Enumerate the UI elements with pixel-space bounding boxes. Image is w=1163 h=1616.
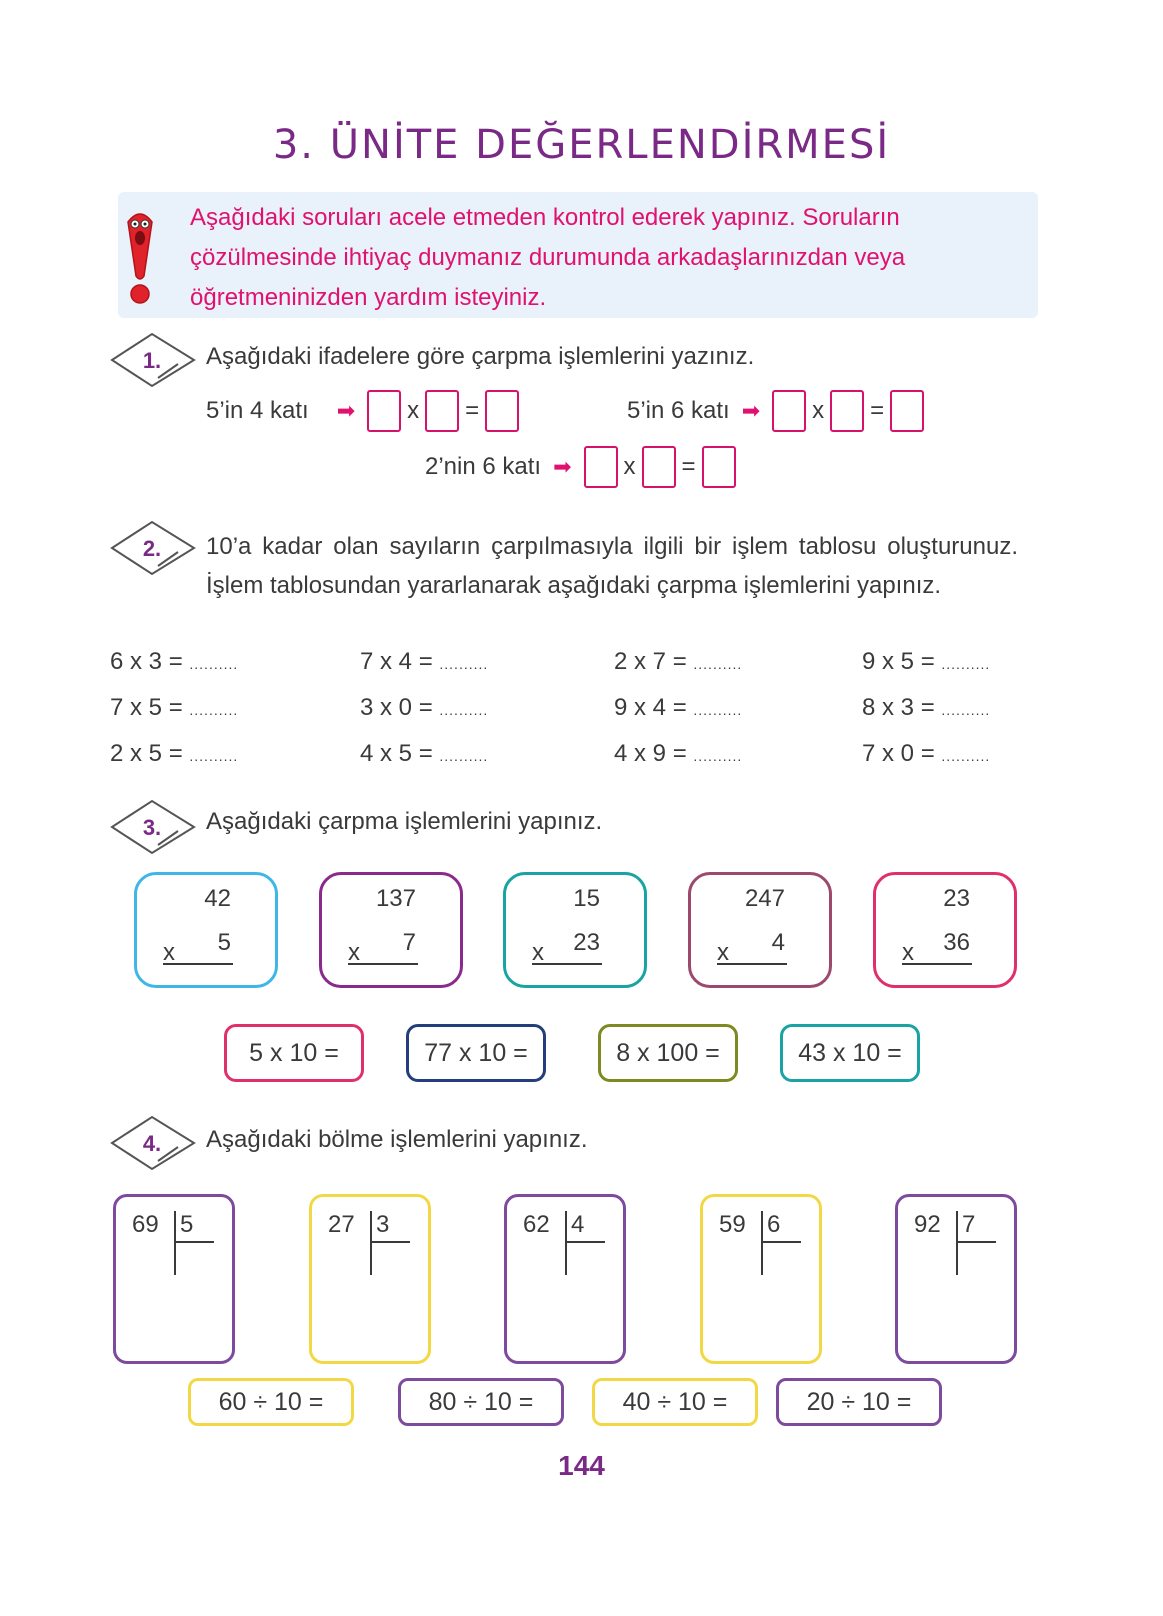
multiplication-expression: 2 x 5 = — [110, 740, 190, 767]
division-bar-vertical — [956, 1211, 958, 1275]
multiplication-item — [862, 740, 1030, 768]
q1-item-label: 2’nin 6 katı — [425, 453, 542, 480]
q1-item-label: 5’in 6 katı — [627, 397, 730, 424]
division-bar-vertical — [761, 1211, 763, 1275]
multiplication-pill[interactable] — [598, 1024, 738, 1082]
multiplication-item — [614, 648, 862, 676]
multiplication-expression: 7 x 5 = — [110, 694, 190, 721]
multiplier: 23 — [573, 929, 600, 956]
multiplication-item — [360, 648, 614, 676]
division-box[interactable] — [504, 1194, 626, 1364]
answer-blank[interactable]: .......... — [693, 748, 743, 764]
dividend: 62 — [523, 1211, 550, 1238]
multiplication-item — [862, 694, 1030, 722]
question-1-text: Aşağıdaki ifadelere göre çarpma işlemlerini yazınız. — [206, 343, 755, 370]
answer-box[interactable] — [584, 446, 618, 488]
equals-sign: = — [681, 453, 696, 480]
multiplication-expression: 6 x 3 = — [110, 648, 190, 675]
multiplication-expression: 9 x 5 = — [862, 648, 942, 675]
equals-sign: = — [870, 397, 885, 424]
sum-line — [902, 963, 972, 965]
answer-blank[interactable]: .......... — [941, 702, 991, 718]
multiplication-card[interactable] — [319, 872, 463, 988]
question-number: 2. — [142, 536, 162, 561]
question-badge-2 — [108, 518, 198, 578]
dividend: 59 — [719, 1211, 746, 1238]
question-number: 3. — [142, 815, 162, 840]
pill-label: 5 x 10 = — [249, 1038, 339, 1067]
question-4-text: Aşağıdaki bölme işlemlerini yapınız. — [206, 1126, 588, 1153]
division-bar-horizontal — [174, 1241, 214, 1243]
pill-label: 77 x 10 = — [424, 1038, 528, 1067]
times-sign: x — [407, 397, 420, 424]
dividend: 27 — [328, 1211, 355, 1238]
multiplication-expression: 7 x 0 = — [862, 740, 942, 767]
multiplicand: 247 — [744, 885, 785, 912]
sum-line — [348, 963, 418, 965]
answer-box[interactable] — [425, 390, 459, 432]
question-number: 1. — [142, 348, 162, 373]
multiply-sign: x — [717, 939, 729, 966]
exclamation-mascot-icon — [122, 204, 158, 304]
multiplicand: 15 — [573, 885, 600, 912]
division-box[interactable] — [113, 1194, 235, 1364]
question-3-text: Aşağıdaki çarpma işlemlerini yapınız. — [206, 808, 603, 835]
q1-row-1 — [206, 390, 519, 432]
division-bar-vertical — [174, 1211, 176, 1275]
answer-box[interactable] — [830, 390, 864, 432]
division-box[interactable] — [700, 1194, 822, 1364]
multiplication-expression: 9 x 4 = — [614, 694, 694, 721]
arrow-right-icon: ➡ — [336, 398, 356, 423]
multiplication-expression: 7 x 4 = — [360, 648, 440, 675]
division-bar-horizontal — [565, 1241, 605, 1243]
multiplication-item — [360, 694, 614, 722]
multiplication-card[interactable] — [503, 872, 647, 988]
answer-blank[interactable]: .......... — [189, 748, 239, 764]
multiply-sign: x — [532, 939, 544, 966]
multiplication-item — [110, 740, 360, 768]
divisor: 4 — [571, 1211, 585, 1238]
multiplication-item — [110, 648, 360, 676]
multiplication-card[interactable] — [688, 872, 832, 988]
multiplication-item — [614, 694, 862, 722]
times-sign: x — [623, 453, 636, 480]
answer-blank[interactable]: .......... — [189, 656, 239, 672]
division-pill[interactable] — [188, 1378, 354, 1426]
answer-blank[interactable]: .......... — [439, 656, 489, 672]
division-bar-horizontal — [370, 1241, 410, 1243]
multiplication-item — [862, 648, 1030, 676]
answer-blank[interactable]: .......... — [941, 656, 991, 672]
division-pill[interactable] — [592, 1378, 758, 1426]
multiplicand: 137 — [375, 885, 416, 912]
multiplication-item — [614, 740, 862, 768]
answer-blank[interactable]: .......... — [693, 702, 743, 718]
multiplication-expression: 4 x 5 = — [360, 740, 440, 767]
answer-box[interactable] — [772, 390, 806, 432]
sum-line — [163, 963, 233, 965]
pill-label: 43 x 10 = — [798, 1038, 902, 1067]
division-pill[interactable] — [398, 1378, 564, 1426]
page-number: 144 — [558, 1450, 605, 1481]
question-badge-4 — [108, 1113, 198, 1173]
pill-label: 40 ÷ 10 = — [622, 1387, 728, 1416]
multiplication-item — [110, 694, 360, 722]
multiply-sign: x — [348, 939, 360, 966]
answer-box[interactable] — [642, 446, 676, 488]
multiplication-expression: 3 x 0 = — [360, 694, 440, 721]
instructions-text: Aşağıdaki soruları acele etmeden kontrol ederek yapınız. Soruların çözülmesinde ihtiyaç duymanız durumunda arkadaşlarınızdan veya öğretmeninizden yardım isteyiniz. — [190, 204, 906, 311]
answer-box[interactable] — [890, 390, 924, 432]
multiply-sign: x — [163, 939, 175, 966]
question-badge-3 — [108, 797, 198, 857]
division-box[interactable] — [309, 1194, 431, 1364]
arrow-right-icon: ➡ — [741, 398, 761, 423]
multiplication-pill[interactable] — [406, 1024, 546, 1082]
division-pill[interactable] — [776, 1378, 942, 1426]
multiplication-card[interactable] — [134, 872, 278, 988]
multiplication-card[interactable] — [873, 872, 1017, 988]
multiplicand: 23 — [943, 885, 970, 912]
divisor: 6 — [767, 1211, 781, 1238]
answer-blank[interactable]: .......... — [189, 702, 239, 718]
multiplicand: 42 — [204, 885, 231, 912]
divisor: 7 — [962, 1211, 976, 1238]
dividend: 92 — [914, 1211, 941, 1238]
multiplier: 4 — [771, 929, 785, 956]
multiplication-pill[interactable] — [224, 1024, 364, 1082]
multiplication-expression: 2 x 7 = — [614, 648, 694, 675]
q2-grid — [110, 648, 1030, 768]
division-bar-horizontal — [956, 1241, 996, 1243]
division-box[interactable] — [895, 1194, 1017, 1364]
divisor: 3 — [376, 1211, 390, 1238]
multiplier: 36 — [943, 929, 970, 956]
divisor: 5 — [180, 1211, 194, 1238]
q1-item-label: 5’in 4 katı — [206, 397, 309, 424]
question-2-text: 10’a kadar olan sayıların çarpılmasıyla ilgili bir işlem tablosu oluşturunuz. İşlem tablosundan yararlanarak aşağıdaki çarpma işlemlerini yapınız. — [206, 533, 1018, 599]
answer-box[interactable] — [485, 390, 519, 432]
answer-blank[interactable]: .......... — [941, 748, 991, 764]
multiplier: 7 — [402, 929, 416, 956]
page-title: 3. ÜNİTE DEĞERLENDİRMESİ — [272, 122, 891, 168]
q1-row-2 — [627, 390, 924, 432]
question-number: 4. — [142, 1131, 162, 1156]
question-badge-1 — [108, 330, 198, 390]
pill-label: 8 x 100 = — [616, 1038, 720, 1067]
answer-blank[interactable]: .......... — [439, 748, 489, 764]
pill-label: 60 ÷ 10 = — [218, 1387, 324, 1416]
division-bar-vertical — [565, 1211, 567, 1275]
multiplication-expression: 4 x 9 = — [614, 740, 694, 767]
sum-line — [532, 963, 602, 965]
multiplication-item — [360, 740, 614, 768]
answer-box[interactable] — [367, 390, 401, 432]
pill-label: 80 ÷ 10 = — [428, 1387, 534, 1416]
equals-sign: = — [465, 397, 480, 424]
division-bar-horizontal — [761, 1241, 801, 1243]
dividend: 69 — [132, 1211, 159, 1238]
answer-blank[interactable]: .......... — [693, 656, 743, 672]
multiplier: 5 — [217, 929, 231, 956]
division-bar-vertical — [370, 1211, 372, 1275]
pill-label: 20 ÷ 10 = — [806, 1387, 912, 1416]
answer-blank[interactable]: .......... — [439, 702, 489, 718]
arrow-right-icon: ➡ — [553, 454, 572, 479]
sum-line — [717, 963, 787, 965]
answer-box[interactable] — [702, 446, 736, 488]
multiplication-expression: 8 x 3 = — [862, 694, 942, 721]
multiply-sign: x — [902, 939, 914, 966]
q1-row-3 — [425, 446, 736, 488]
times-sign: x — [812, 397, 825, 424]
multiplication-pill[interactable] — [780, 1024, 920, 1082]
